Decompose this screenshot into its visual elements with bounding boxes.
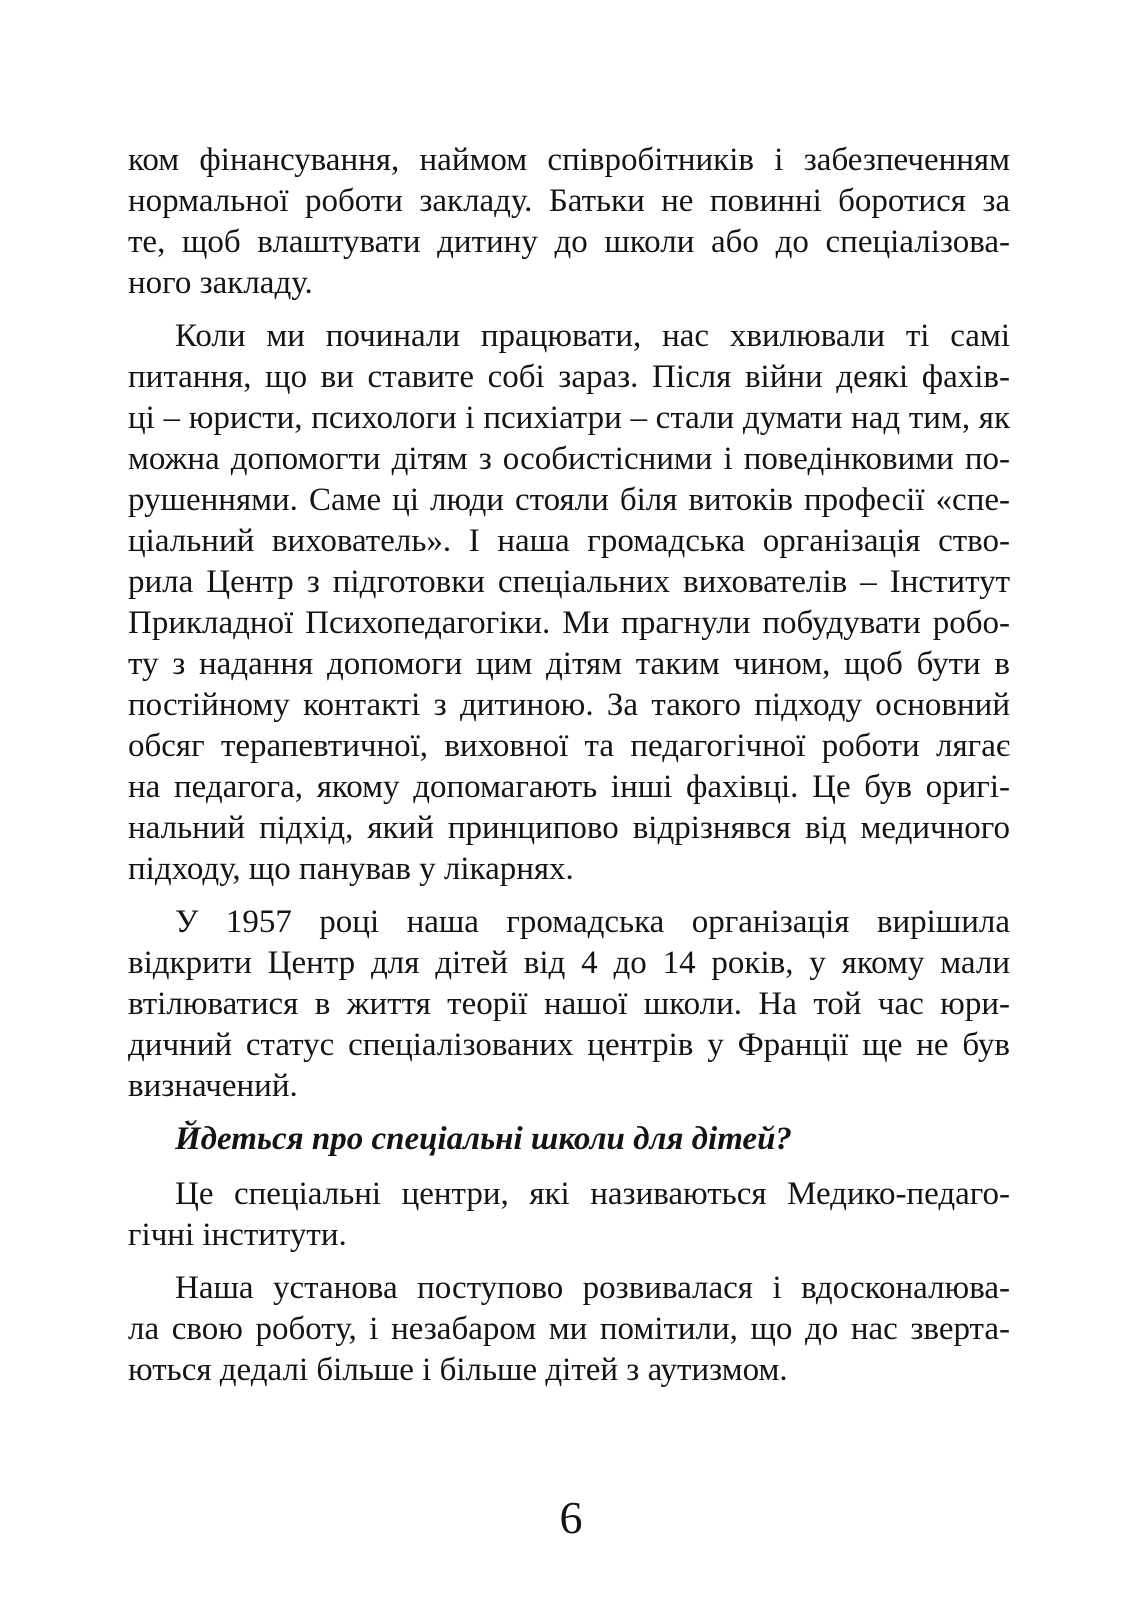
paragraph (128, 902, 1010, 1107)
text-line: У 1957 році наша громадська організація вирішила (175, 904, 1010, 940)
text-line: Прикладної Психопедагогіки. Ми прагнули побудувати робо- (128, 605, 1010, 641)
text-line: відкрити Центр для дітей від 4 до 14 років, у якому мали (128, 945, 1010, 981)
paragraph (128, 1174, 1010, 1256)
text-line: постійному контакті з дитиною. За такого підходу основний (128, 687, 1010, 723)
text-line: Наша установа поступово розвивалася і вдосконалюва- (175, 1270, 1010, 1306)
question-heading (128, 1119, 1010, 1160)
text-line: на педагога, якому допомагають інші фахівці. Це був оригі- (128, 769, 1010, 805)
text-line: обсяг терапевтичної, виховної та педагогічної роботи лягає (128, 728, 1010, 764)
text-line: нальний підхід, який принципово відрізнявся від медичного (128, 810, 1010, 846)
text-line: визначений. (128, 1068, 298, 1104)
paragraph (128, 140, 1010, 304)
text-line: те, щоб влаштувати дитину до школи або до спеціалізова- (128, 224, 1010, 260)
paragraph (128, 316, 1010, 890)
text-line: ціальний вихователь». І наша громадська організація ство- (128, 523, 1010, 559)
paragraph (128, 1268, 1010, 1391)
text-line: ці – юристи, психологи і психіатри – стали думати над тим, як (128, 400, 1010, 436)
text-line: ком фінансування, наймом співробітників і забезпеченням (128, 142, 1010, 178)
text-line: гічні інститути. (128, 1217, 347, 1253)
page-number: 6 (559, 1492, 583, 1543)
text-line: нормальної роботи закладу. Батьки не повинні боротися за (128, 183, 1010, 219)
text-line: питання, що ви ставите собі зараз. Після війни деякі фахів- (128, 359, 1010, 395)
text-line: Йдеться про спеціальні школи для дітей? (175, 1121, 792, 1157)
text-line: рила Центр з підготовки спеціальних вихователів – Інститут (128, 564, 1010, 600)
text-line: Це спеціальні центри, які називаються Медико-педаго- (175, 1176, 1010, 1212)
text-line: ту з надання допомоги цим дітям таким чином, щоб бути в (128, 646, 1010, 682)
text-line: ються дедалі більше і більше дітей з аутизмом. (128, 1352, 788, 1388)
text-line: втілюватися в життя теорії нашої школи. На той час юри- (128, 986, 1010, 1022)
text-line: Коли ми починали працювати, нас хвилювали ті самі (175, 318, 1010, 354)
text-line: рушеннями. Саме ці люди стояли біля витоків професії «спе- (128, 482, 1010, 518)
text-line: ла свою роботу, і незабаром ми помітили, що до нас зверта- (128, 1311, 1010, 1347)
text-block (128, 140, 1010, 1403)
text-line: дичний статус спеціалізованих центрів у Франції ще не був (128, 1027, 1010, 1063)
text-line: ного закладу. (128, 265, 313, 301)
text-line: підходу, що панував у лікарнях. (128, 851, 574, 887)
text-line: можна допомогти дітям з особистісними і поведінковими по- (128, 441, 1010, 477)
